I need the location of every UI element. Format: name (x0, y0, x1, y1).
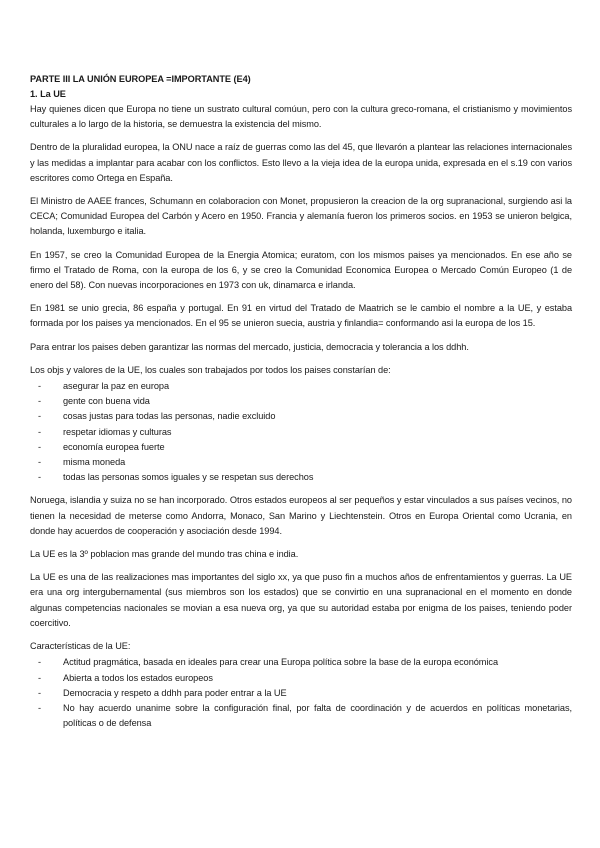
features-intro: Características de la UE: (30, 641, 131, 652)
paragraph: El Ministro de AAEE frances, Schumann en colaboracion con Monet, propusieron la creacion de la org supranacional, surgiendo asi la CECA; Comunidad Europea del Carbón y Acero en 1950. Francia y alemanía fueron los primeros socios. en 1953 se unieron belgica, holanda, luxemburgo e italia. (30, 196, 572, 237)
features-list (30, 655, 572, 731)
paragraph: Para entrar los paises deben garantizar las normas del mercado, justicia, democracia y tolerancia a los ddhh. (30, 341, 469, 352)
paragraph: Noruega, islandia y suiza no se han incorporado. Otros estados europeos al ser pequeños y estar vinculados a sus países vecinos, no tienen la necesidad de meterse como Andorra, Monaco, San Marino y Liechtenstein. Otros en Europa Oriental como Ucrania, en donde hay acuerdos de cooperación y asociación desde 1994. (30, 495, 572, 536)
paragraph: La UE es una de las realizaciones mas importantes del siglo xx, ya que puso fin a muchos años de enfrentamientos y guerras. La UE era una org intergubernamental (sus miembros son los estados) que se convirtio en una supranacional en el momento en donde algunas competencias nacionales se movian a esa nueva org, ya que su autoridad estaba por enigma de los paises, teniendo poder coercitivo. (30, 572, 572, 628)
paragraph: La UE es la 3º poblacion mas grande del mundo tras china e india. (30, 549, 299, 560)
document-body (30, 72, 572, 739)
list-item: - cosas justas para todas las personas, nadie excluido (30, 409, 572, 424)
list-item: - misma moneda (30, 455, 572, 470)
objectives-list (30, 379, 572, 485)
list-item: - todas las personas somos iguales y se respetan sus derechos (30, 470, 572, 485)
list-item: - Abierta a todos los estados europeos (30, 671, 572, 686)
list-item: - respetar idiomas y culturas (30, 425, 572, 440)
paragraph: Hay quienes dicen que Europa no tiene un sustrato cultural comúun, pero con la cultura greco-romana, el cristianismo y movimientos culturales a lo largo de la historia, se demuestra la existencia del mismo. (30, 104, 572, 130)
list-item: - Actitud pragmática, basada en ideales para crear una Europa política sobre la base de la europa económica (30, 655, 572, 670)
paragraph: En 1981 se unio grecia, 86 españa y portugal. En 91 en virtud del Tratado de Maatrich se le cambio el nombre a la UE, y estaba formada por los paises ya mencionados. En el 95 se unieron suecia, austria y finlandia= conformando asi la europa de los 15. (30, 303, 572, 329)
objectives-intro: Los objs y valores de la UE, los cuales son trabajados por todos los paises constarían de: (30, 364, 391, 375)
part-title: PARTE III LA UNIÓN EUROPEA =IMPORTANTE (E4) (30, 74, 251, 84)
section-title: 1. La UE (30, 89, 66, 99)
list-item: - Democracia y respeto a ddhh para poder entrar a la UE (30, 686, 572, 701)
list-item: - asegurar la paz en europa (30, 379, 572, 394)
paragraph: Dentro de la pluralidad europea, la ONU nace a raíz de guerras como las del 45, que llevarón a plantear las relaciones internacionales y las medidas a implantar para acabar con los conflictos. Esto llevo a la vieja idea de la europa unida, expresada en el s.19 con varios escritores como Ortega en España. (30, 142, 572, 183)
list-item: - No hay acuerdo unanime sobre la configuración final, por falta de coordinación y de acuerdos en políticas monetarias, políticas o de defensa (30, 701, 572, 731)
paragraph: En 1957, se creo la Comunidad Europea de la Energia Atomica; euratom, con los mismos paises ya mencionados. En ese año se firmo el Tratado de Roma, con la europa de los 6, y se creo la Comunidad Economica Europea o Mercado Común Europeo (1 de enero del 58). Con nuevas incorporaciones en 1973 con uk, dinamarca e irlanda. (30, 249, 572, 291)
list-item: - economía europea fuerte (30, 440, 572, 455)
list-item: - gente con buena vida (30, 394, 572, 409)
